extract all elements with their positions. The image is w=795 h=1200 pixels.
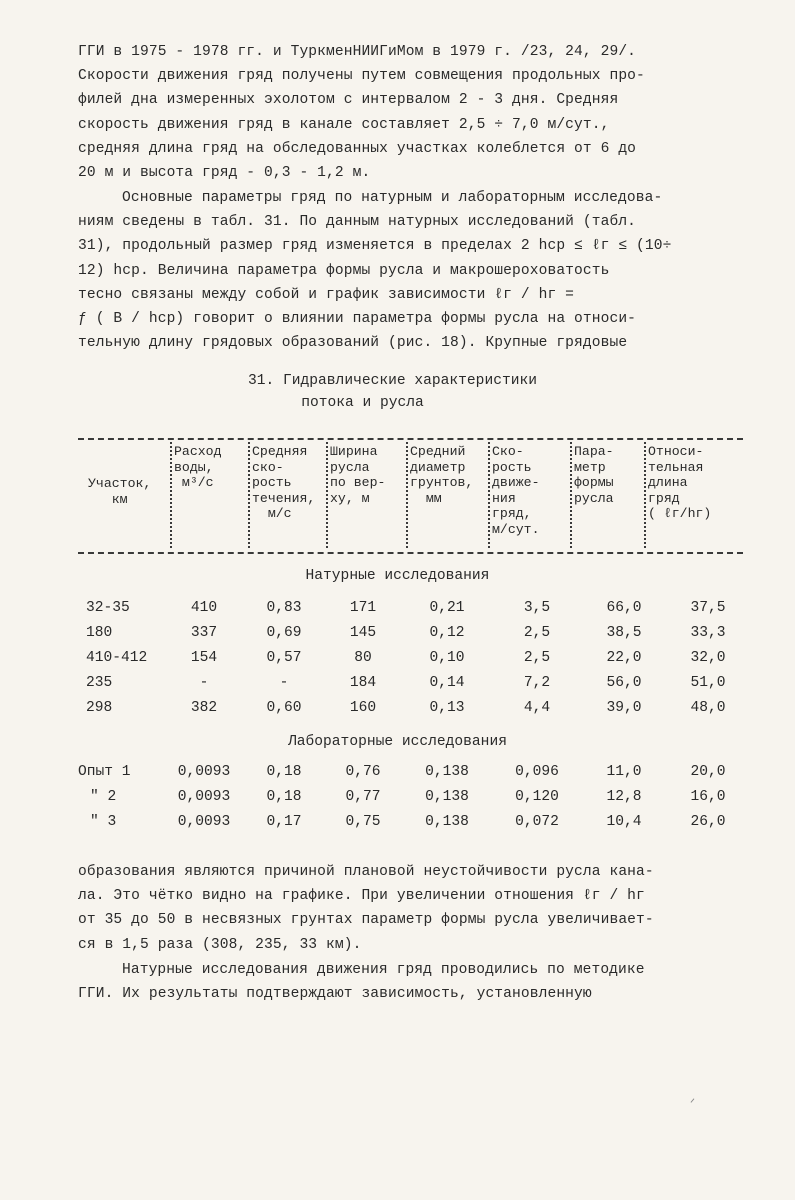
table-row xyxy=(78,675,748,699)
table-header xyxy=(78,440,748,552)
cell-shape-param: 12,8 xyxy=(606,789,642,805)
text-line: Основные параметры гряд по натурным и лабораторным исследова- xyxy=(122,190,663,206)
cell-ridge-speed: 0,072 xyxy=(515,814,559,830)
table-caption-line-1: 31. Гидравлические характеристики xyxy=(247,373,537,389)
cell-relative-length: 32,0 xyxy=(690,650,726,666)
column-divider xyxy=(406,442,408,548)
cell-discharge: 382 xyxy=(190,700,218,716)
cell-discharge: 154 xyxy=(190,650,218,666)
table-row xyxy=(78,650,748,674)
cell-velocity: 0,18 xyxy=(266,764,302,780)
cell-diameter: 0,21 xyxy=(429,600,465,616)
cell-width: 80 xyxy=(354,650,372,666)
cell-relative-length: 20,0 xyxy=(690,764,726,780)
text-line: ла. Это чётко видно на графике. При увеличении отношения ℓг / hг xyxy=(78,888,645,905)
cell-discharge: 410 xyxy=(190,600,218,616)
cell-ridge-speed: 2,5 xyxy=(523,650,551,666)
cell-diameter: 0,138 xyxy=(425,764,469,780)
cell-shape-param: 11,0 xyxy=(606,764,642,780)
header-site: Участок, км xyxy=(88,476,152,507)
cell-discharge: - xyxy=(199,675,209,691)
table-row xyxy=(78,814,748,838)
cell-site: 180 xyxy=(86,625,113,641)
cell-velocity: - xyxy=(279,675,289,691)
column-divider xyxy=(326,442,328,548)
text-line: от 35 до 50 в несвязных грунтах параметр формы русла увеличивает- xyxy=(78,912,654,929)
cell-discharge: 0,0093 xyxy=(177,789,231,805)
cell-velocity: 0,57 xyxy=(266,650,302,666)
cell-shape-param: 39,0 xyxy=(606,700,642,716)
cell-relative-length: 33,3 xyxy=(690,625,726,641)
stray-mark: ᐟ xyxy=(690,1097,696,1111)
header-shape-param: Пара- метр формы русла xyxy=(574,444,614,506)
table-caption xyxy=(0,370,795,414)
text-line: ниям сведены в табл. 31. По данным натурных исследований (табл. xyxy=(78,214,637,231)
paragraph-instability xyxy=(78,860,738,957)
cell-width: 145 xyxy=(349,625,377,641)
column-divider xyxy=(170,442,172,548)
text-line: средняя длина гряд на обследованных участках колеблется от 6 до xyxy=(78,140,637,157)
header-width: Ширина русла по вер- ху, м xyxy=(330,444,386,506)
cell-diameter: 0,138 xyxy=(425,789,469,805)
cell-site: " 3 xyxy=(90,814,117,830)
cell-site: Опыт 1 xyxy=(78,764,131,780)
cell-width: 184 xyxy=(349,675,377,691)
cell-site: 410-412 xyxy=(86,650,148,666)
cell-width: 160 xyxy=(349,700,377,716)
table-row xyxy=(78,764,748,788)
text-line: Скорости движения гряд получены путем совмещения продольных про- xyxy=(78,68,645,85)
cell-relative-length: 16,0 xyxy=(690,789,726,805)
table-row xyxy=(78,625,748,649)
text-line: тельную длину грядовых образований (рис. 18). Крупные грядовые xyxy=(78,335,628,352)
cell-ridge-speed: 0,096 xyxy=(515,764,559,780)
column-divider xyxy=(570,442,572,548)
cell-discharge: 0,0093 xyxy=(177,814,231,830)
cell-velocity: 0,17 xyxy=(266,814,302,830)
text-line: ся в 1,5 раза (308, 235, 33 км). xyxy=(78,936,362,953)
text-line: 12) hср. Величина параметра формы русла и макрошероховатость xyxy=(78,262,610,279)
cell-relative-length: 37,5 xyxy=(690,600,726,616)
cell-diameter: 0,12 xyxy=(429,625,465,641)
cell-width: 171 xyxy=(349,600,377,616)
cell-width: 0,75 xyxy=(345,814,381,830)
cell-site: 235 xyxy=(86,675,113,691)
text-line: ƒ ( B / hср) говорит о влиянии параметра формы русла на относи- xyxy=(78,311,637,328)
cell-velocity: 0,18 xyxy=(266,789,302,805)
cell-diameter: 0,13 xyxy=(429,700,465,716)
cell-shape-param: 66,0 xyxy=(606,600,642,616)
cell-diameter: 0,10 xyxy=(429,650,465,666)
text-line: образования являются причиной плановой неустойчивости русла кана- xyxy=(78,864,654,880)
column-divider xyxy=(644,442,646,548)
cell-ridge-speed: 2,5 xyxy=(523,625,551,641)
cell-shape-param: 10,4 xyxy=(606,814,642,830)
section-title-lab: Лабораторные исследования xyxy=(288,734,507,750)
text-line: ГГИ. Их результаты подтверждают зависимость, установленную xyxy=(78,986,592,1003)
cell-site: " 2 xyxy=(90,789,117,805)
table-row xyxy=(78,600,748,624)
cell-ridge-speed: 7,2 xyxy=(523,675,551,691)
column-divider xyxy=(248,442,250,548)
cell-velocity: 0,60 xyxy=(266,700,302,716)
text-line: Натурные исследования движения гряд проводились по методике xyxy=(122,962,645,978)
text-line: ГГИ в 1975 - 1978 гг. и ТуркменНИИГиМом в 1979 г. /23, 24, 29/. xyxy=(78,44,637,60)
paragraph-methodology xyxy=(78,958,738,1006)
header-ridge-speed: Ско- рость движе- ния гряд, м/сут. xyxy=(492,444,540,537)
cell-shape-param: 22,0 xyxy=(606,650,642,666)
cell-velocity: 0,83 xyxy=(266,600,302,616)
cell-diameter: 0,14 xyxy=(429,675,465,691)
cell-width: 0,76 xyxy=(345,764,381,780)
cell-ridge-speed: 4,4 xyxy=(523,700,551,716)
table-row xyxy=(78,700,748,724)
cell-relative-length: 26,0 xyxy=(690,814,726,830)
header-diameter: Средний диаметр грунтов, мм xyxy=(410,444,474,506)
cell-discharge: 337 xyxy=(190,625,218,641)
text-line: 20 м и высота гряд - 0,3 - 1,2 м. xyxy=(78,165,371,182)
text-line: филей дна измеренных эхолотом с интервалом 2 - 3 дня. Средняя xyxy=(78,92,619,109)
text-line: 31), продольный размер гряд изменяется в пределах 2 hср ≤ ℓг ≤ (10÷ xyxy=(78,238,672,255)
table-row xyxy=(78,789,748,813)
cell-site: 32-35 xyxy=(86,600,130,616)
cell-ridge-speed: 0,120 xyxy=(515,789,559,805)
cell-velocity: 0,69 xyxy=(266,625,302,641)
cell-shape-param: 56,0 xyxy=(606,675,642,691)
paragraph-parameters xyxy=(78,186,738,355)
header-discharge: Расход воды, м³/с xyxy=(174,444,222,490)
header-relative-length: Относи- тельная длина гряд ( ℓг/hг) xyxy=(648,444,712,521)
text-line: тесно связаны между собой и график зависимости ℓг / hг = xyxy=(78,286,575,303)
cell-relative-length: 48,0 xyxy=(690,700,726,716)
cell-site: 298 xyxy=(86,700,113,716)
cell-discharge: 0,0093 xyxy=(177,764,231,780)
cell-diameter: 0,138 xyxy=(425,814,469,830)
text-line: скорость движения гряд в канале составляет 2,5 ÷ 7,0 м/сут., xyxy=(78,116,610,133)
header-velocity: Средняя ско- рость течения, м/с xyxy=(252,444,316,521)
table-header-rule xyxy=(78,552,743,554)
paragraph-intro xyxy=(78,40,738,185)
cell-ridge-speed: 3,5 xyxy=(523,600,551,616)
table-caption-line-2: потока и русла xyxy=(301,395,424,411)
cell-shape-param: 38,5 xyxy=(606,625,642,641)
section-title-field: Натурные исследования xyxy=(305,568,490,584)
column-divider xyxy=(488,442,490,548)
cell-width: 0,77 xyxy=(345,789,381,805)
cell-relative-length: 51,0 xyxy=(690,675,726,691)
